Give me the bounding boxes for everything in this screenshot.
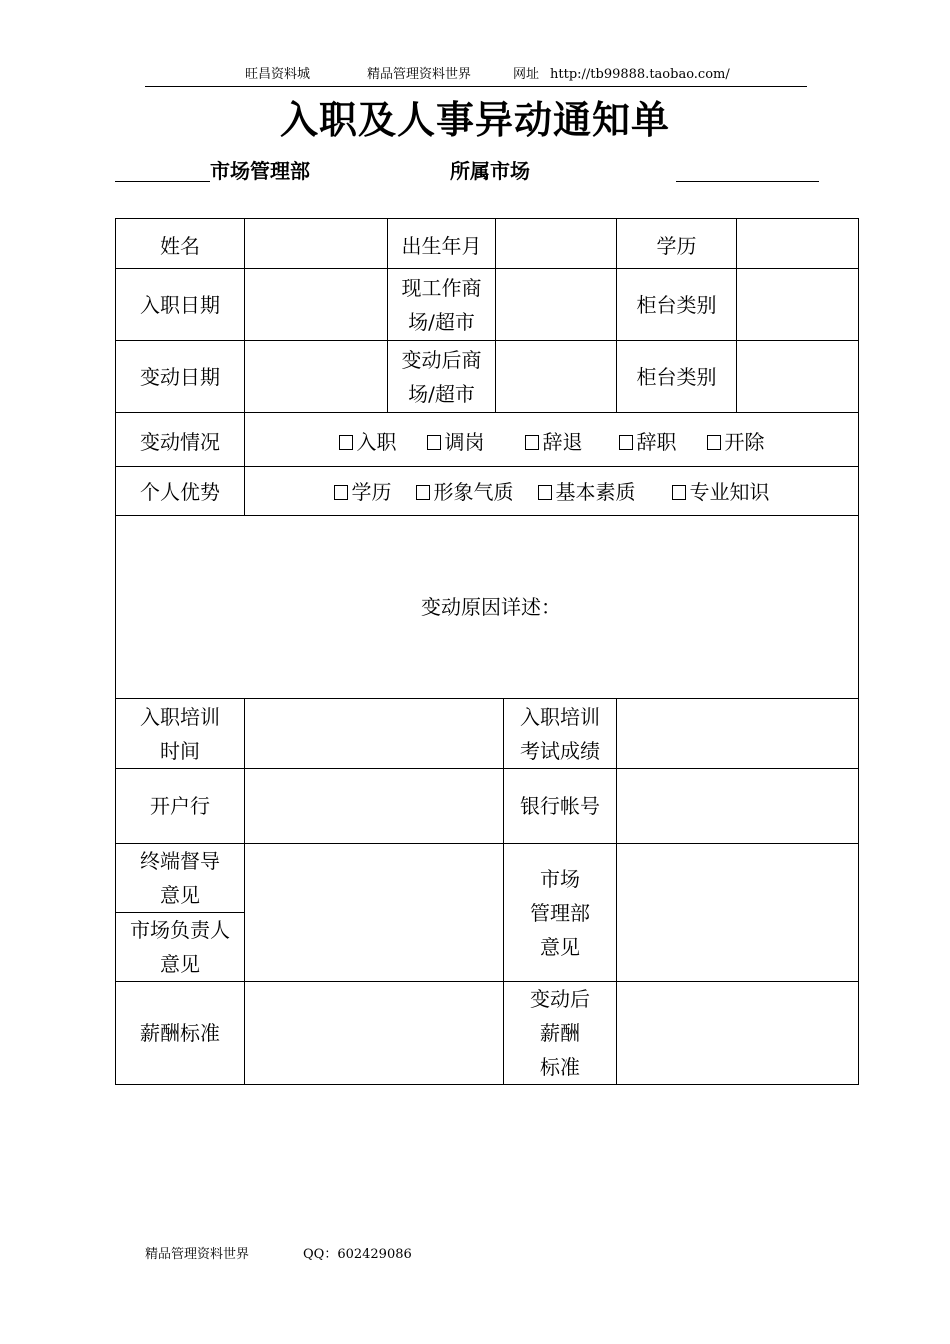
market-underline[interactable] xyxy=(676,181,819,182)
row-training xyxy=(116,699,859,769)
page-footer xyxy=(145,1246,466,1264)
checkbox-icon[interactable] xyxy=(416,485,430,500)
checkbox-icon[interactable] xyxy=(339,435,353,450)
option-fire[interactable]: 开除 xyxy=(707,425,765,459)
education-label: 学历 xyxy=(617,219,737,269)
row-change xyxy=(116,341,859,413)
supervisor-line-2: 意见 xyxy=(160,883,200,907)
row-salary xyxy=(116,982,859,1085)
training-time-label xyxy=(116,699,245,769)
checkbox-icon[interactable] xyxy=(525,435,539,450)
reason-field[interactable] xyxy=(116,516,859,699)
account-label: 银行帐号 xyxy=(504,769,617,844)
account-field[interactable] xyxy=(617,769,859,844)
counter-type-field[interactable] xyxy=(737,269,859,341)
current-store-line-1: 现工作商 xyxy=(401,275,482,300)
current-store-label xyxy=(388,269,496,341)
checkbox-icon[interactable] xyxy=(427,435,441,450)
new-store-field[interactable] xyxy=(496,341,617,413)
option-hire[interactable]: 入职 xyxy=(339,425,397,459)
reason-label: 变动原因详述： xyxy=(421,595,561,619)
change-options xyxy=(245,413,859,467)
row-strengths xyxy=(116,467,859,516)
change-status-label: 变动情况 xyxy=(116,413,245,467)
hire-date-label: 入职日期 xyxy=(116,269,245,341)
header-url[interactable]: http://tb99888.taobao.com/ xyxy=(550,67,730,82)
checkbox-icon[interactable] xyxy=(707,435,721,450)
new-salary-label xyxy=(504,982,617,1085)
option-image[interactable]: 形象气质 xyxy=(416,475,514,509)
training-score-line-1: 入职培训 xyxy=(520,704,600,729)
manager-line-2: 意见 xyxy=(160,952,200,976)
option-resign[interactable]: 辞职 xyxy=(619,425,677,459)
dept-opinion-line-2: 管理部 xyxy=(530,900,590,925)
salary-label: 薪酬标准 xyxy=(116,982,245,1085)
row-bank xyxy=(116,769,859,844)
dept-underline xyxy=(115,181,210,182)
new-salary-line-2: 薪酬 xyxy=(540,1021,580,1045)
hire-date-field[interactable] xyxy=(245,269,388,341)
strengths-label: 个人优势 xyxy=(116,467,245,516)
market-label: 所属市场 xyxy=(450,159,530,183)
option-quality[interactable]: 基本素质 xyxy=(538,475,636,509)
row-hire xyxy=(116,269,859,341)
new-store-line-1: 变动后商 xyxy=(401,347,482,372)
header-site: 旺昌资料城 xyxy=(245,67,311,82)
birth-field[interactable] xyxy=(496,219,617,269)
supervisor-label xyxy=(116,844,245,913)
training-score-field[interactable] xyxy=(617,699,859,769)
opinion-field[interactable] xyxy=(245,844,504,982)
dept-opinion-line-3: 意见 xyxy=(540,934,580,959)
checkbox-icon[interactable] xyxy=(538,485,552,500)
bank-field[interactable] xyxy=(245,769,504,844)
training-time-line-1: 入职培训 xyxy=(140,704,220,729)
option-knowledge[interactable]: 专业知识 xyxy=(672,475,770,509)
dept-opinion-line-1: 市场 xyxy=(540,866,580,891)
change-date-field[interactable] xyxy=(245,341,388,413)
row-basic-info xyxy=(116,219,859,269)
footer-qq: QQ：602429086 xyxy=(303,1247,412,1262)
name-label: 姓名 xyxy=(116,219,245,269)
supervisor-line-1: 终端督导 xyxy=(140,849,220,873)
new-store-label xyxy=(388,341,496,413)
dept-opinion-label xyxy=(504,844,617,982)
new-salary-line-1: 变动后 xyxy=(530,987,590,1011)
option-education[interactable]: 学历 xyxy=(334,475,392,509)
manager-label xyxy=(116,913,245,982)
header-brand: 精品管理资料世界 xyxy=(367,67,472,82)
education-field[interactable] xyxy=(737,219,859,269)
birth-label: 出生年月 xyxy=(388,219,496,269)
dept-opinion-field[interactable] xyxy=(617,844,859,982)
footer-brand: 精品管理资料世界 xyxy=(145,1247,250,1262)
training-time-line-2: 时间 xyxy=(160,738,200,763)
option-dismiss[interactable]: 辞退 xyxy=(525,425,583,459)
page-title: 入职及人事异动通知单 xyxy=(279,98,670,142)
training-score-line-2: 考试成绩 xyxy=(520,738,600,763)
counter-type2-field[interactable] xyxy=(737,341,859,413)
new-store-line-2: 场/超市 xyxy=(408,381,475,406)
checkbox-icon[interactable] xyxy=(619,435,633,450)
strength-options xyxy=(245,467,859,516)
row-supervisor xyxy=(116,844,859,913)
name-field[interactable] xyxy=(245,219,388,269)
row-change-status xyxy=(116,413,859,467)
transfer-form xyxy=(115,218,859,1085)
dept-label: 市场管理部 xyxy=(210,159,310,183)
salary-field[interactable] xyxy=(245,982,504,1085)
counter-type2-label: 柜台类别 xyxy=(617,341,737,413)
current-store-field[interactable] xyxy=(496,269,617,341)
training-score-label xyxy=(504,699,617,769)
training-time-field[interactable] xyxy=(245,699,504,769)
manager-line-1: 市场负责人 xyxy=(130,918,230,942)
row-reason xyxy=(116,516,859,699)
header-url-label: 网址 xyxy=(513,67,540,82)
checkbox-icon[interactable] xyxy=(672,485,686,500)
current-store-line-2: 场/超市 xyxy=(408,309,475,334)
bank-label: 开户行 xyxy=(116,769,245,844)
new-salary-line-3: 标准 xyxy=(540,1055,580,1079)
new-salary-field[interactable] xyxy=(617,982,859,1085)
counter-type-label: 柜台类别 xyxy=(617,269,737,341)
option-transfer[interactable]: 调岗 xyxy=(427,425,485,459)
checkbox-icon[interactable] xyxy=(334,485,348,500)
page-header xyxy=(145,66,807,87)
change-date-label: 变动日期 xyxy=(116,341,245,413)
